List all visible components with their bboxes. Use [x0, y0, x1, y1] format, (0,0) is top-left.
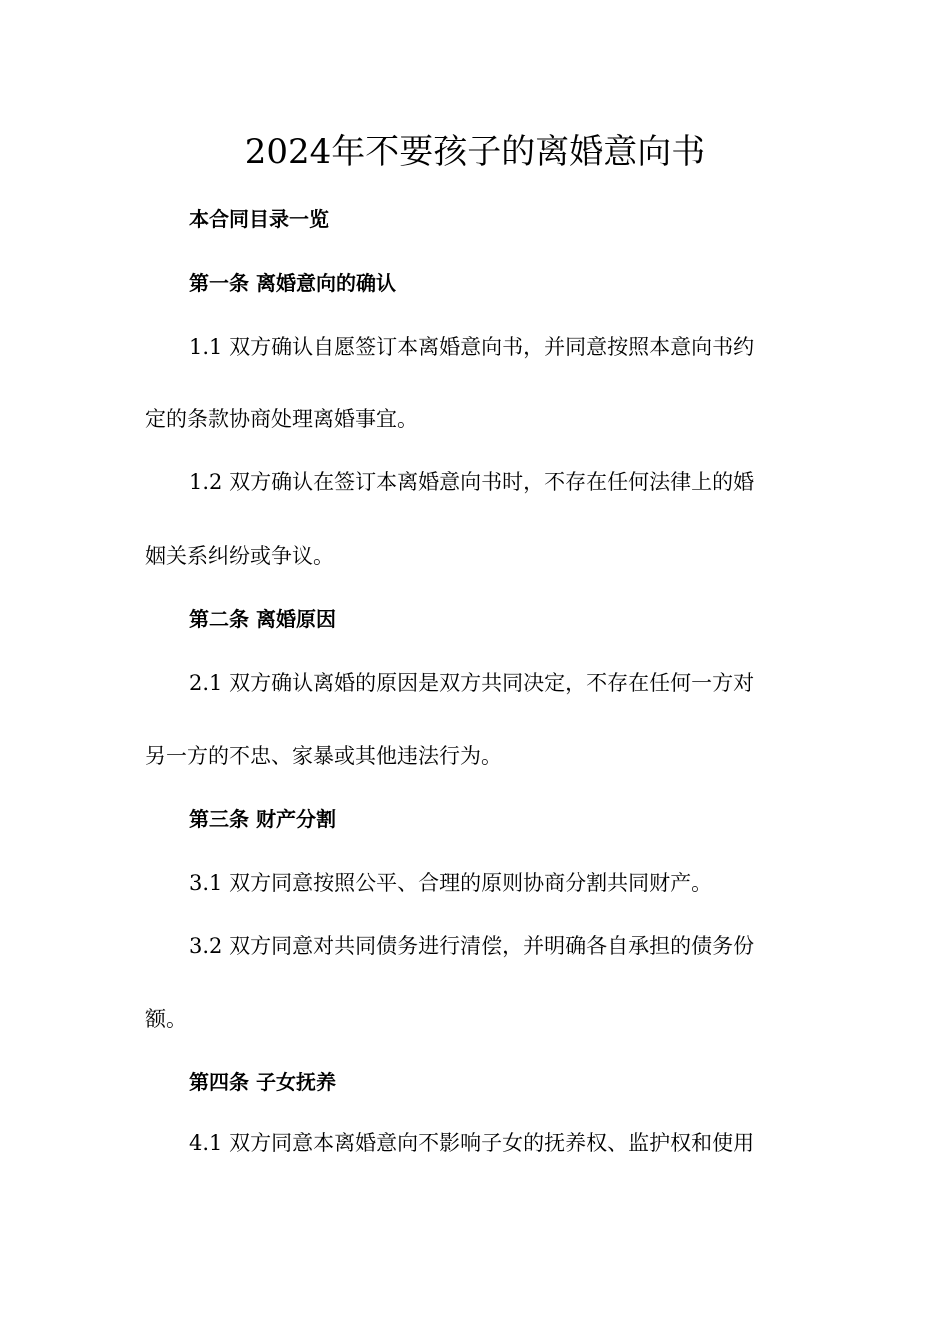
clause-4-1-line-1: 4.1 双方同意本离婚意向不影响子女的抚养权、监护权和使用 [189, 1131, 755, 1155]
clause-1-2-line-1: 1.2 双方确认在签订本离婚意向书时，不存在任何法律上的婚 [189, 470, 755, 494]
clause-2-1-line-2: 另一方的不忠、家暴或其他违法行为。 [145, 744, 502, 768]
article-1-heading: 第一条 离婚意向的确认 [189, 271, 396, 295]
clause-1-1-line-2: 定的条款协商处理离婚事宜。 [145, 407, 418, 431]
clause-2-1-line-1: 2.1 双方确认离婚的原因是双方共同决定，不存在任何一方对 [189, 671, 755, 695]
article-4-heading: 第四条 子女抚养 [189, 1070, 336, 1094]
clause-3-1-line-1: 3.1 双方同意按照公平、合理的原则协商分割共同财产。 [189, 871, 713, 895]
article-3-heading: 第三条 财产分割 [189, 807, 336, 831]
clause-1-2-line-2: 姻关系纠纷或争议。 [145, 544, 334, 568]
document-title: 2024年不要孩子的离婚意向书 [244, 132, 706, 172]
clause-3-2-line-2: 额。 [145, 1007, 187, 1031]
article-2-heading: 第二条 离婚原因 [189, 607, 336, 631]
toc-heading: 本合同目录一览 [189, 207, 329, 231]
clause-3-2-line-1: 3.2 双方同意对共同债务进行清偿，并明确各自承担的债务份 [189, 934, 755, 958]
clause-1-1-line-1: 1.1 双方确认自愿签订本离婚意向书，并同意按照本意向书约 [189, 335, 755, 359]
